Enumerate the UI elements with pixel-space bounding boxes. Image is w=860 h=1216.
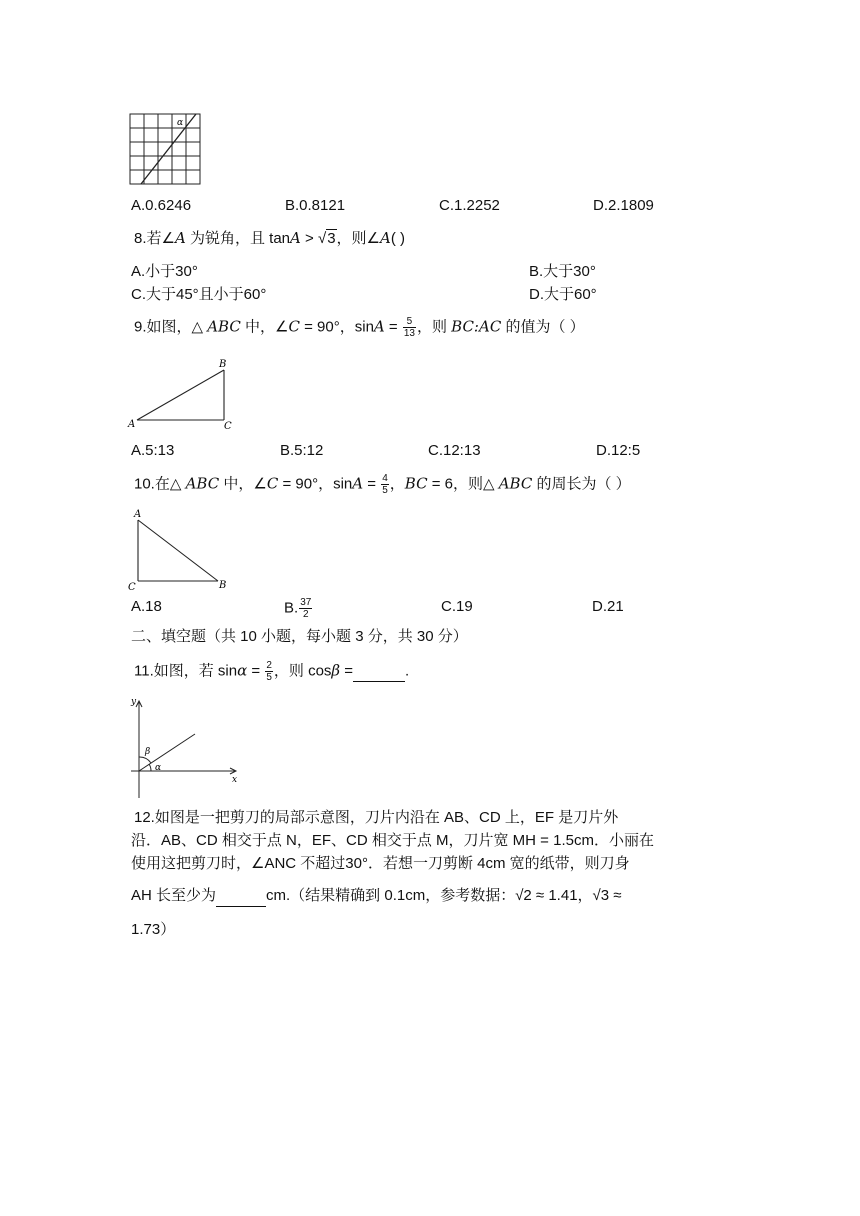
grid-alpha-label: α — [177, 118, 184, 128]
q12-line-1: 12.如图是一把剪刀的局部示意图，刀片内沿在 AB、CD 上，EF 是刀片外 — [134, 809, 619, 826]
q10-label-c: C — [128, 582, 136, 592]
q9-label-c: C — [224, 421, 232, 432]
q9-label-a: A — [128, 419, 136, 430]
q10-option-a: A.18 — [131, 598, 162, 615]
q11-axes-figure — [124, 694, 244, 800]
q11-question: 11.如图，若 sinα = $\frac{2}{5}$ ，则 cosβ = . — [134, 660, 410, 683]
section-title: 二、填空题（共 10 小题，每小题 3 分，共 30 分） — [131, 628, 468, 645]
q12-answer-blank[interactable] — [216, 886, 266, 907]
q11-label-beta: β — [145, 747, 151, 757]
q9-label-b: B — [219, 359, 227, 370]
q9-triangle-figure — [126, 356, 238, 432]
q10-option-d: D.21 — [592, 598, 624, 615]
q8-option-a: A.小于30° — [131, 263, 198, 280]
q9-option-c: C.12:13 — [428, 442, 481, 459]
q8-option-c: C.大于45°且小于60° — [131, 286, 267, 303]
q8-option-b: B.大于30° — [529, 263, 596, 280]
grid-figure — [129, 113, 203, 187]
q10-option-c: C.19 — [441, 598, 473, 615]
q9-option-b: B.5:12 — [280, 442, 324, 459]
q8-question: 8.若∠A 为锐角，且 tanA > √3，则∠A( ) — [134, 229, 406, 247]
q11-label-x: x — [232, 775, 238, 785]
q12-line-4: AH 长至少为 cm.（结果精确到 0.1cm，参考数据：√2 ≈ 1.41，√3 ≈ — [131, 886, 622, 907]
q7-option-d: D.2.1809 — [593, 197, 654, 214]
q10-label-a: A — [134, 509, 142, 520]
q10-triangle-figure — [126, 506, 236, 592]
q7-option-b: B.0.8121 — [285, 197, 346, 214]
q9-option-d: D.12:5 — [596, 442, 641, 459]
q12-line-2: 沿．AB、CD 相交于点 N，EF、CD 相交于点 M，刀片宽 MH = 1.5cm．小丽在 — [131, 832, 654, 849]
q12-line-5: 1.73） — [131, 921, 176, 938]
q12-line-3: 使用这把剪刀时，∠ANC 不超过30°．若想一刀剪断 4cm 宽的纸带，则刀身 — [131, 855, 630, 872]
q8-option-d: D.大于60° — [529, 286, 597, 303]
q9-option-a: A.5:13 — [131, 442, 175, 459]
q10-question: 10.在△ ABC 中，∠C = 90°，sinA = $\frac{4}{5}$ ，BC = 6，则△ ABC 的周长为（ ） — [134, 473, 631, 496]
q9-question: 9.如图，△ ABC 中，∠C = 90°，sinA = $\frac{5}{13}$ ，则 BC:AC 的值为（ ） — [134, 316, 585, 339]
q11-label-alpha: α — [155, 763, 162, 773]
q10-label-b: B — [219, 580, 227, 591]
q7-option-c: C.1.2252 — [439, 197, 500, 214]
q11-label-y: y — [131, 697, 137, 707]
q7-option-a: A.0.6246 — [131, 197, 192, 214]
q11-answer-blank[interactable] — [353, 661, 405, 682]
q10-option-b: B. $\frac{37}{2}$ — [284, 597, 312, 620]
